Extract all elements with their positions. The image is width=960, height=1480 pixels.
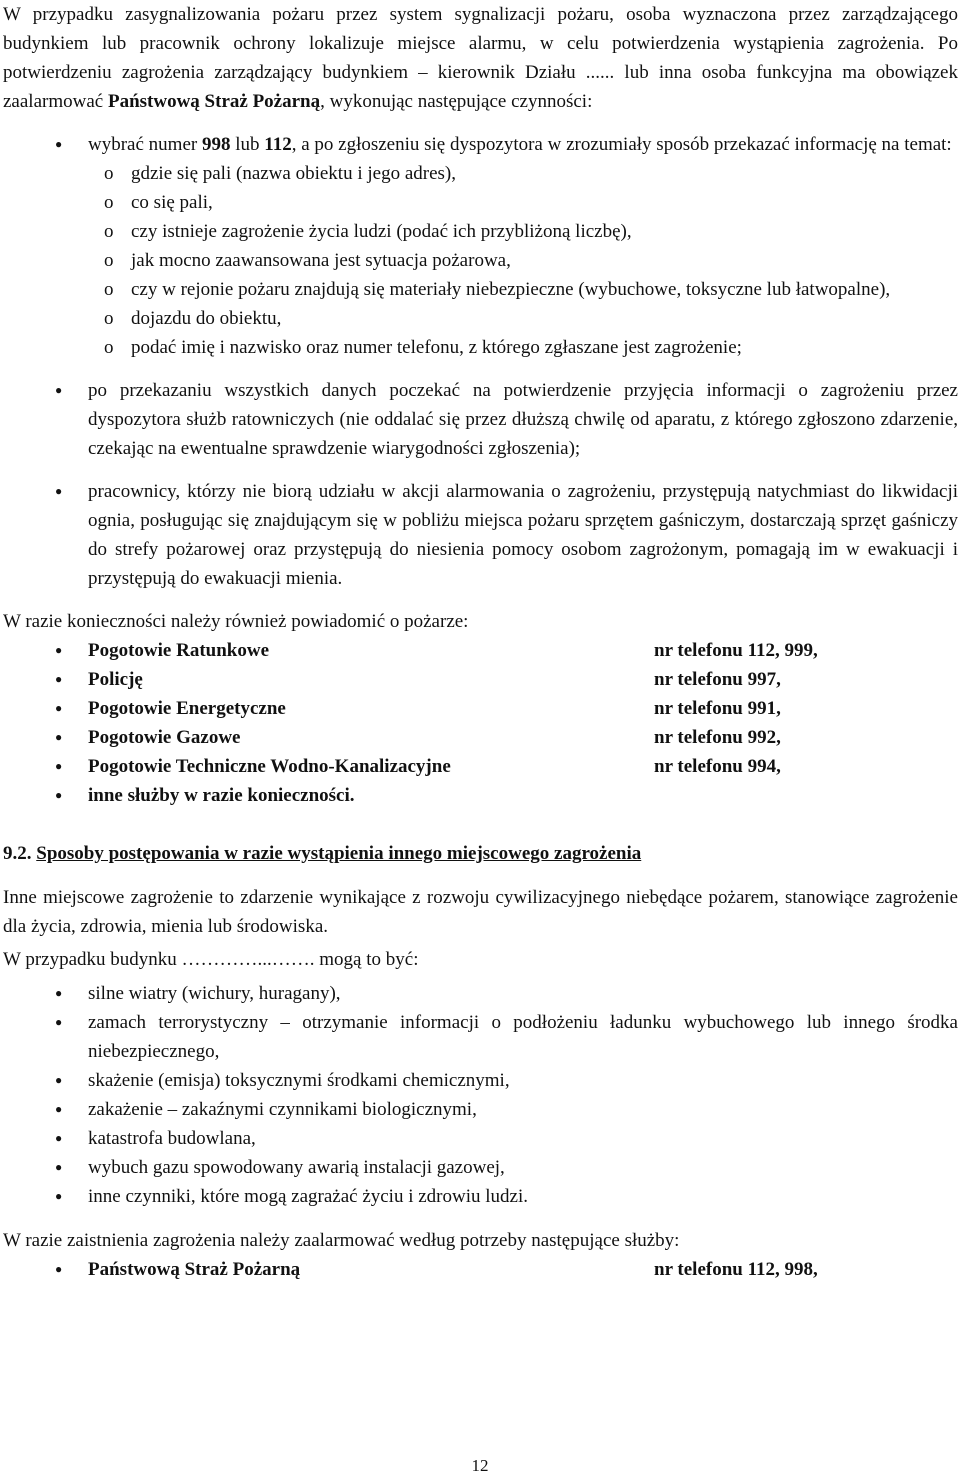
alarm-services-list [3,1255,958,1284]
report-info-item: o co się pali, [88,188,958,217]
emergency-services-list [3,636,958,810]
service-other: ● inne służby w razie konieczności. [3,781,958,810]
fire-step-2: ● po przekazaniu wszystkich danych poczekać na potwierdzenie przyjęcia informacji o zagrożeniu przez dyspozytora służb ratowniczych (nie oddalać się przez dłuższą chwilę od aparatu, z którego zgłoszono zdarzenie, czekając na ewentualne sprawdzenie wiarygodności zgłoszenia); [3,376,958,463]
report-info-item: o gdzie się pali (nazwa obiektu i jego adres), [88,159,958,188]
fire-step-3: ● pracownicy, którzy nie biorą udziału w akcji alarmowania o zagrożeniu, przystępują natychmiast do likwidacji ognia, posługując się znajdującym się w pobliżu miejsca pożaru sprzętem gaśniczym, dostarczają sprzęt gaśniczy do strefy pożarowej oraz przystępują do niesienia pomocy osobom zagrożonym, pomagają im w ewakuacji i przystępują do ewakuacji mienia. [3,477,958,593]
fire-step-1: ● wybrać numer 998 lub 112, a po zgłoszeniu się dyspozytora w zrozumiały sposób przekazać informację na temat: o gdzie się pali (nazwa obiektu i jego adres), o co się pali, o czy istnieje zagrożenie życia ludzi (podać ich przybliżoną liczbę), o jak mocno zaawansowana jest sytuacja pożarowa, o czy w rejonie pożaru znajdują się materiały niebezpieczne (wybuchowe, toksyczne lub łatwopalne), o dojazdu do obiektu, o podać imię i nazwisko oraz numer telefonu, z którego zgłaszane jest zagrożenie; [3,130,958,362]
report-info-item: o podać imię i nazwisko oraz numer telefonu, z którego zgłaszane jest zagrożenie; [88,333,958,362]
intro-text-2: , wykonując następujące czynności: [320,91,593,112]
service-row: ● Policję nr telefonu 997, [3,665,958,694]
service-row: ● Państwową Straż Pożarną nr telefonu 112, 998, [3,1255,958,1284]
threat-item: ● wybuch gazu spowodowany awarią instalacji gazowej, [3,1153,958,1182]
threats-intro: W przypadku budynku …………...……. mogą to być: [3,949,419,970]
notify-intro: W razie konieczności należy również powiadomić o pożarze: [3,611,469,632]
threat-item: ● zamach terrorystyczny – otrzymanie informacji o podłożeniu ładunku wybuchowego lub innego środka niebezpiecznego, [3,1008,958,1066]
intro-text-1: W przypadku zasygnalizowania pożaru przez system sygnalizacji pożaru, osoba wyznaczona przez zarządzającego budynkiem lub pracownik ochrony lokalizuje miejsce alarmu, w celu potwierdzenia wystąpienia zagrożenia. Po potwierdzeniu zagrożenia zarządzający budynkiem – kierownik Działu ...... lub inna osoba funkcyjna ma obowiązek zaalarmować [3,4,958,112]
threat-item: ● inne czynniki, które mogą zagrażać życiu i zdrowiu ludzi. [3,1182,958,1211]
section-title: Sposoby postępowania w razie wystąpienia innego miejscowego zagrożenia [36,843,642,864]
report-info-item: o jak mocno zaawansowana jest sytuacja pożarowa, [88,246,958,275]
fire-steps-list [3,130,958,362]
service-row: ● Pogotowie Ratunkowe nr telefonu 112, 999, [3,636,958,665]
service-row: ● Pogotowie Gazowe nr telefonu 992, [3,723,958,752]
report-info-item: o czy w rejonie pożaru znajdują się materiały niebezpieczne (wybuchowe, toksyczne lub łatwopalne), [88,275,958,304]
threat-item: ● zakażenie – zakaźnymi czynnikami biologicznymi, [3,1095,958,1124]
intro-bold-psp: Państwową Straż Pożarną [107,91,321,112]
page-number: 12 [471,1456,489,1475]
section-number: 9.2. [3,843,32,864]
section-heading [3,839,958,868]
report-info-list [88,159,958,362]
threats-list [3,979,958,1211]
threat-item: ● silne wiatry (wichury, huragany), [3,979,958,1008]
threat-item: ● skażenie (emisja) toksycznymi środkami chemicznymi, [3,1066,958,1095]
number-998: 998 [201,134,231,155]
definition-paragraph: Inne miejscowe zagrożenie to zdarzenie wynikające z rozwoju cywilizacyjnego niebędące pożarem, stanowiące zagrożenie dla życia, zdrowia, mienia lub środowiska. [3,887,958,937]
threat-item: ● katastrofa budowlana, [3,1124,958,1153]
report-info-item: o dojazdu do obiektu, [88,304,958,333]
report-info-item: o czy istnieje zagrożenie życia ludzi (podać ich przybliżoną liczbę), [88,217,958,246]
intro-paragraph [3,0,958,116]
number-112: 112 [264,134,292,155]
service-row: ● Pogotowie Techniczne Wodno-Kanalizacyjne nr telefonu 994, [3,752,958,781]
service-row: ● Pogotowie Energetyczne nr telefonu 991, [3,694,958,723]
alarm-intro: W razie zaistnienia zagrożenia należy zaalarmować według potrzeby następujące służby: [3,1230,680,1251]
